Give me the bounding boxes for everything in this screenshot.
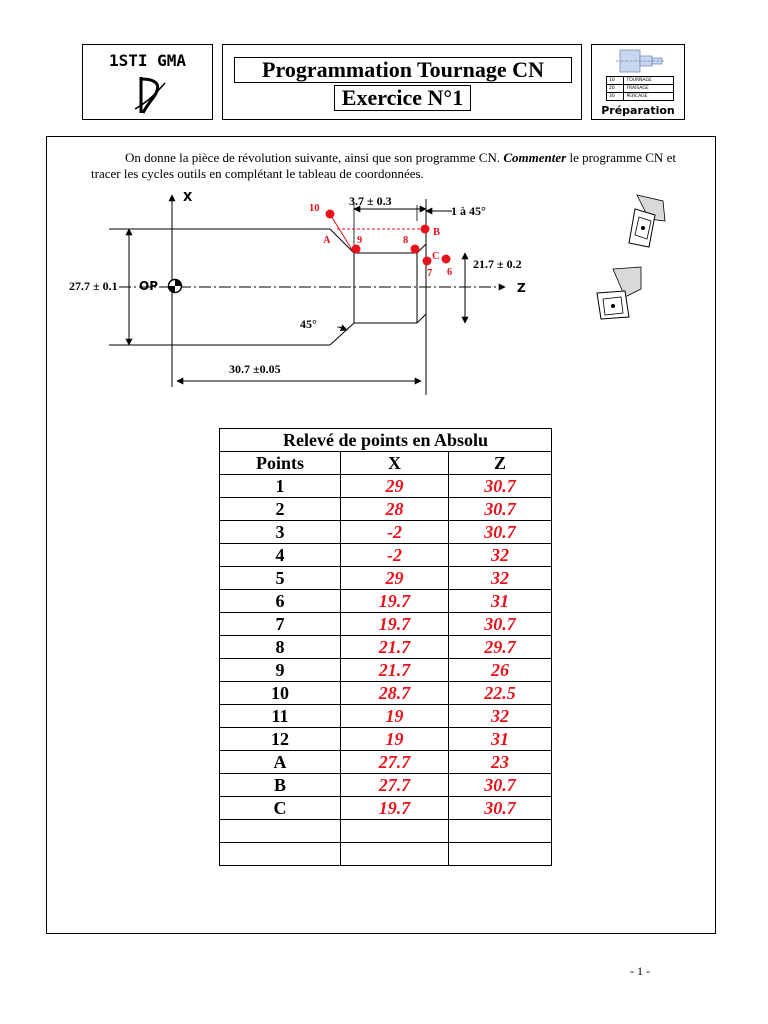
z-cell: 30.7 <box>449 613 552 636</box>
z-cell: 26 <box>449 659 552 682</box>
point-cell <box>220 820 341 843</box>
point-cell: 6 <box>220 590 341 613</box>
x-cell: 29 <box>341 475 449 498</box>
point-cell: 8 <box>220 636 341 659</box>
point-6 <box>442 255 451 264</box>
z-cell: 32 <box>449 705 552 728</box>
z-cell: 30.7 <box>449 521 552 544</box>
z-cell: 32 <box>449 567 552 590</box>
z-cell: 32 <box>449 544 552 567</box>
axis-z-label: Z <box>517 281 526 295</box>
table-row <box>220 705 552 728</box>
point-cell: B <box>220 774 341 797</box>
angle-label: 45° <box>300 317 317 331</box>
table-row <box>220 590 552 613</box>
label-10: 10 <box>309 203 320 214</box>
x-cell: 19.7 <box>341 613 449 636</box>
point-cell: C <box>220 797 341 820</box>
x-cell <box>341 820 449 843</box>
header-z: Z <box>449 452 552 475</box>
table-row <box>220 498 552 521</box>
class-label: 1STI GMA <box>108 51 187 70</box>
table-row <box>220 751 552 774</box>
table-row <box>220 544 552 567</box>
origin-label: OP <box>139 279 158 293</box>
point-cell: 10 <box>220 682 341 705</box>
table-row <box>220 636 552 659</box>
part-drawing <box>47 137 717 427</box>
z-cell: 30.7 <box>449 498 552 521</box>
z-cell <box>449 843 552 866</box>
point-cell: 9 <box>220 659 341 682</box>
point-7 <box>423 257 432 266</box>
exercise-title: Exercice N°1 <box>334 85 471 111</box>
x-cell: 21.7 <box>341 659 449 682</box>
dim-left-label: 27.7 ± 0.1 <box>69 279 118 293</box>
label-C: C <box>432 251 440 262</box>
section-label-tournage: TOURNAGE <box>624 77 674 85</box>
x-cell: 28 <box>341 498 449 521</box>
origin-icon <box>169 280 182 293</box>
section-caption: Préparation <box>601 104 675 117</box>
z-cell: 30.7 <box>449 797 552 820</box>
dim-top-label: 3.7 ± 0.3 <box>349 194 392 208</box>
x-cell: 27.7 <box>341 774 449 797</box>
point-cell: 2 <box>220 498 341 521</box>
finishing-tool-icon <box>629 195 665 247</box>
table-row <box>220 797 552 820</box>
table-row <box>220 682 552 705</box>
table-row <box>220 728 552 751</box>
z-cell: 31 <box>449 728 552 751</box>
point-cell: 3 <box>220 521 341 544</box>
point-cell: 7 <box>220 613 341 636</box>
x-cell: 27.7 <box>341 751 449 774</box>
points-table <box>219 428 552 866</box>
x-cell: 29 <box>341 567 449 590</box>
dim-right-label: 21.7 ± 0.2 <box>473 257 522 271</box>
label-B: B <box>433 227 441 238</box>
x-cell: 21.7 <box>341 636 449 659</box>
label-8: 8 <box>403 235 409 246</box>
label-A: A <box>323 235 331 246</box>
x-cell <box>341 843 449 866</box>
section-label-percage: PERCAGE <box>624 93 674 101</box>
section-num: 20 <box>607 85 624 93</box>
page-title: Programmation Tournage CN <box>234 57 572 83</box>
x-cell: 19 <box>341 705 449 728</box>
section-label-fraisage: FRAISAGE <box>624 85 674 93</box>
header-x: X <box>341 452 449 475</box>
label-9: 9 <box>357 235 363 246</box>
table-row <box>220 659 552 682</box>
x-cell: 28.7 <box>341 682 449 705</box>
x-cell: 19.7 <box>341 797 449 820</box>
x-cell: 19 <box>341 728 449 751</box>
point-10 <box>326 210 335 219</box>
point-8 <box>411 245 420 254</box>
table-row <box>220 521 552 544</box>
x-cell: -2 <box>341 521 449 544</box>
section-num: 10 <box>607 77 624 85</box>
table-row <box>220 843 552 866</box>
exercise-frame <box>46 136 716 934</box>
page-number: - 1 - <box>630 964 650 978</box>
tool-path <box>330 214 425 253</box>
intro-text: On donne la pièce de révolution suivante, ainsi que son programme CN. <box>125 150 504 165</box>
x-cell: -2 <box>341 544 449 567</box>
x-cell: 19.7 <box>341 590 449 613</box>
table-row <box>220 820 552 843</box>
point-cell: 5 <box>220 567 341 590</box>
table-row <box>220 613 552 636</box>
table-title: Relevé de points en Absolu <box>220 429 552 452</box>
z-cell: 23 <box>449 751 552 774</box>
intro-emphasis: Commenter <box>503 150 567 165</box>
point-cell: 4 <box>220 544 341 567</box>
header-points: Points <box>220 452 341 475</box>
z-cell <box>449 820 552 843</box>
roughing-tool-icon <box>597 267 641 319</box>
point-cell: 12 <box>220 728 341 751</box>
point-cell <box>220 843 341 866</box>
table-row <box>220 567 552 590</box>
dim-bottom-label: 30.7 ±0.05 <box>229 362 281 376</box>
point-cell: 11 <box>220 705 341 728</box>
point-cell: 1 <box>220 475 341 498</box>
section-num: 30 <box>607 93 624 101</box>
section-table <box>606 76 674 101</box>
points-table-body <box>220 475 552 866</box>
label-6: 6 <box>447 267 453 278</box>
point-cell: A <box>220 751 341 774</box>
table-row <box>220 774 552 797</box>
z-cell: 30.7 <box>449 475 552 498</box>
label-7: 7 <box>427 268 433 279</box>
class-box <box>82 44 213 120</box>
section-box <box>591 44 685 120</box>
z-cell: 30.7 <box>449 774 552 797</box>
z-cell: 31 <box>449 590 552 613</box>
part-thumbnail-icon <box>614 48 666 74</box>
intro-text-end: le programme CN et tracer les cycles outils en complétant le tableau de coordonnées. <box>91 150 676 181</box>
z-cell: 22.5 <box>449 682 552 705</box>
point-B <box>421 225 430 234</box>
axis-x-label: X <box>183 190 193 204</box>
chamfer-label: 1 à 45° <box>451 204 486 218</box>
title-box <box>222 44 582 120</box>
logo-icon <box>131 75 167 115</box>
table-row <box>220 475 552 498</box>
z-cell: 29.7 <box>449 636 552 659</box>
